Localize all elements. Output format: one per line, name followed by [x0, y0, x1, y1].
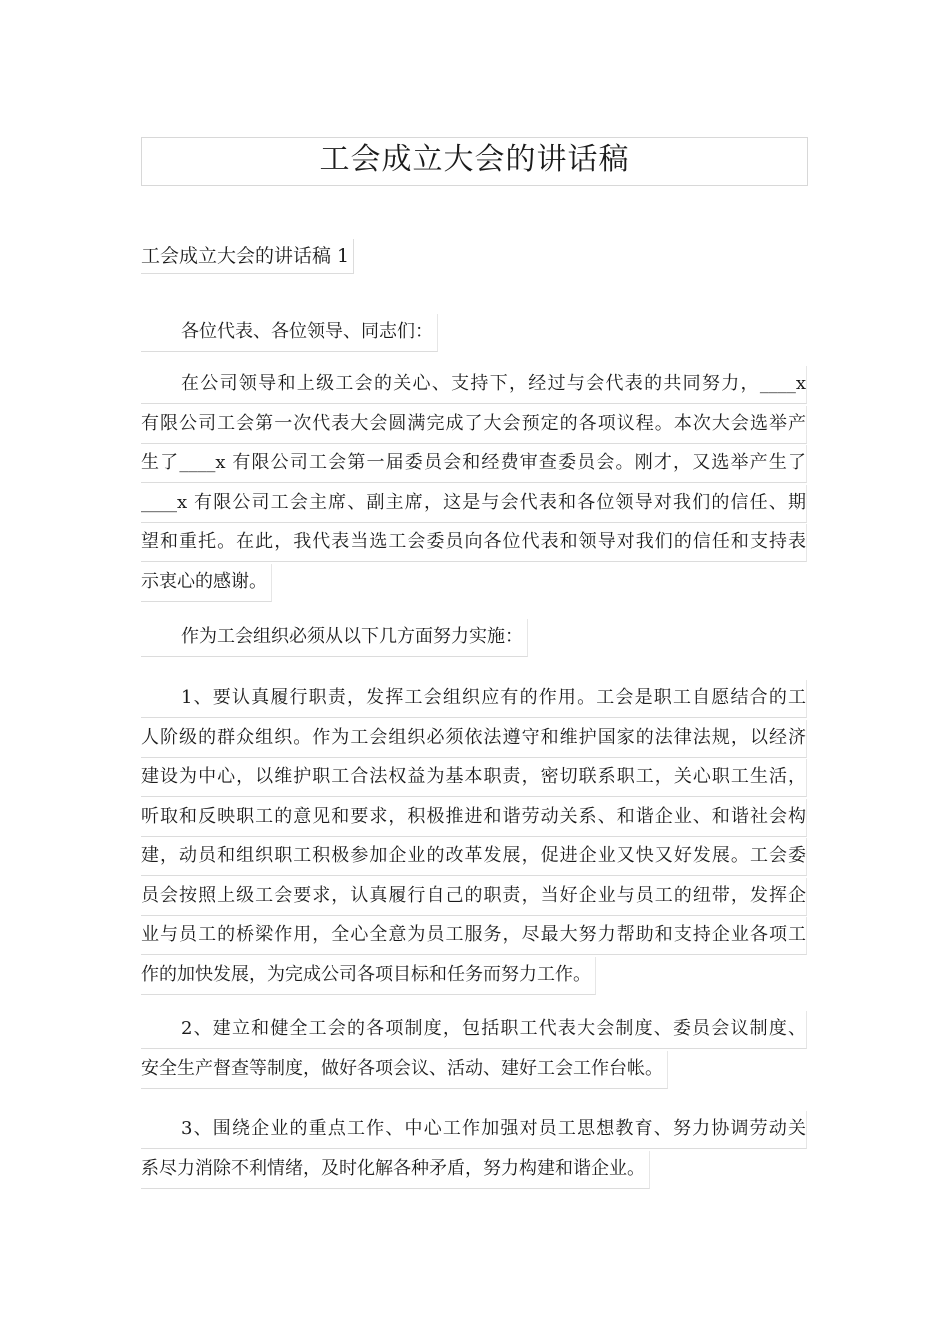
- paragraph-line: ____x 有限公司工会主席、副主席，这是与会代表和各位领导对我们的信任、期: [141, 485, 807, 523]
- paragraph-1: [141, 366, 807, 607]
- paragraph-line: 建设为中心，以维护职工合法权益为基本职责，密切联系职工，关心职工生活，: [141, 759, 807, 797]
- paragraph-line: 示衷心的感谢。: [141, 564, 272, 602]
- paragraph-line: 听取和反映职工的意见和要求，积极推进和谐劳动关系、和谐企业、和谐社会构: [141, 799, 807, 837]
- greeting-paragraph: [141, 314, 807, 358]
- paragraph-line: 业与员工的桥梁作用，全心全意为员工服务，尽最大努力帮助和支持企业各项工: [141, 917, 807, 955]
- paragraph-line: 员会按照上级工会要求，认真履行自己的职责，当好企业与员工的纽带，发挥企: [141, 878, 807, 916]
- paragraph-line: 系尽力消除不利情绪，及时化解各种矛盾，努力构建和谐企业。: [141, 1151, 650, 1189]
- document-title: 工会成立大会的讲话稿: [141, 137, 808, 186]
- paragraph-line: 望和重托。在此，我代表当选工会委员向各位代表和领导对我们的信任和支持表: [141, 524, 807, 562]
- point-3-paragraph: [141, 1111, 807, 1194]
- point-2-paragraph: [141, 1011, 807, 1094]
- greeting-line: 各位代表、各位领导、同志们：: [141, 314, 438, 352]
- section-heading: 工会成立大会的讲话稿 1: [141, 239, 354, 274]
- paragraph-line: 建，动员和组织职工积极参加企业的改革发展，促进企业又快又好发展。工会委: [141, 838, 807, 876]
- intro-line: 作为工会组织必须从以下几方面努力实施：: [141, 619, 528, 657]
- paragraph-line: 3、围绕企业的重点工作、中心工作加强对员工思想教育、努力协调劳动关: [141, 1111, 807, 1149]
- intro-paragraph: [141, 619, 807, 663]
- paragraph-line: 安全生产督查等制度，做好各项会议、活动、建好工会工作台帐。: [141, 1051, 668, 1089]
- paragraph-line: 1、要认真履行职责，发挥工会组织应有的作用。工会是职工自愿结合的工: [141, 680, 807, 718]
- paragraph-line: 2、建立和健全工会的各项制度，包括职工代表大会制度、委员会议制度、: [141, 1011, 807, 1049]
- paragraph-line: 作的加快发展，为完成公司各项目标和任务而努力工作。: [141, 957, 596, 995]
- paragraph-line: 生了____x 有限公司工会第一届委员会和经费审查委员会。刚才，又选举产生了: [141, 445, 807, 483]
- paragraph-line: 有限公司工会第一次代表大会圆满完成了大会预定的各项议程。本次大会选举产: [141, 406, 807, 444]
- point-1-paragraph: [141, 680, 807, 1000]
- paragraph-line: 人阶级的群众组织。作为工会组织必须依法遵守和维护国家的法律法规，以经济: [141, 720, 807, 758]
- paragraph-line: 在公司领导和上级工会的关心、支持下，经过与会代表的共同努力，____x: [141, 366, 807, 404]
